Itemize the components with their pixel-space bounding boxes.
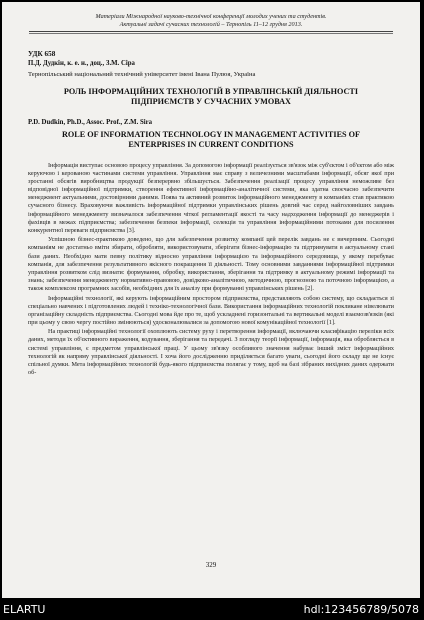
header-rule-thin: [29, 33, 393, 34]
repository-name: ELARTU: [3, 603, 46, 616]
title-ua: РОЛЬ ІНФОРМАЦІЙНИХ ТЕХНОЛОГІЙ В УПРАВЛІНСЬКІЙ ДІЯЛЬНОСТІ ПІДПРИЄМСТВ У СУЧАСНИХ УМОВАХ: [63, 87, 359, 106]
handle-id[interactable]: hdl:123456789/5078: [303, 603, 419, 616]
authors-ua: П.Д. Дудкін, к. е. н., доц., З.М. Сіра: [28, 60, 135, 67]
document-page: [2, 2, 420, 598]
header-rule: [29, 31, 393, 32]
conference-header: [2, 13, 420, 29]
paragraph: Успішною бізнес-практикою доведено, що для забезпечення розвитку компанії цей перелік завдань не є вичерпним. Сьогодні компаніям не достатньо вміти збирати, обробляти, використовувати, зберігати бізнес-інформацію та підтримувати в актуальному стані бази даних. Необхідно мати певну політику відносно управління інформацією та інформаційного середовища, у якому перебуває компанія, для забезпечення результативного якісного покращення її діяльності. Тому основними завданнями інформаційної підтримки управління розвитком слід визнати: формування, обробку, використання, зберігання та підтримку в актуальному режимі інформації та знань; забезпечення менеджменту нормативно-правовою, довідково-аналітичною, методичною, прогнозною та поточною інформацією, а також комплексом програмних засобів, необхідних для їх аналізу при формуванні управлінських рішень [2].: [28, 236, 394, 292]
paragraph: Інформаційні технології, які керують інформаційним простором підприємства, представляють собою систему, що складається зі спеціально навчених і підготовлених людей і техніко-технологічної бази. Використання інформаційних технологій покликане нівелювати організаційну складність підприємства. Сьогодні мова йде про те, щоб ускладнені горизонтальні та вертикальні моделі взаємозв'язків (які при цьому у свою чергу постійно змінюються) удосконалювалися за допомогою нової комунікаційної технології [1].: [28, 294, 394, 326]
page-number: 329: [205, 561, 217, 569]
header-line-2: Актуальні задачі сучасних технологій – Тернопіль 11–12 грудня 2013.: [119, 21, 303, 28]
article-body: [28, 162, 394, 378]
footer-bar: [0, 600, 424, 620]
udk-code: УДК 658: [28, 50, 56, 58]
paragraph: Інформація виступає основою процесу управління. За допомогою інформації реалізується зв'язок між суб'єктом і об'єктом або між керуючою і керованою частинами системи управління. Управління має справу з величезними масштабами інформації, обсяг якої при зростанні обсягів виробництва продукції безперервно збільшується. Забезпечення реалізації процесу управління неможливе без відповідної інформаційної підтримки, створення ефективної інформаційно-аналітичної системи, яка здатна своєчасно забезпечити менеджмент актуальними, достовірними даними. Поява та активний розвиток інформаційного менеджменту в компаніях став практикою сучасного бізнесу. Враховуючи важливість інформаційної підтримки управлінських рішень довгий час серед найголовніших завдань інформаційного менеджменту визначалося забезпечення чіткої регламентації якості та часу надходження інформації до менеджерів і фахівців в межах підприємства; забезпечення безпеки інформації, селекція та управління інформаційними потоками для посилення конкурентної переваги підприємства [3].: [28, 162, 394, 234]
authors-en: P.D. Dudkin, Ph.D., Assoc. Prof., Z.M. Sira: [28, 119, 153, 126]
header-line-1: Матеріали Міжнародної науково-технічної конференції молодих учених та студентів.: [95, 13, 327, 20]
paragraph: На практиці інформаційні технології охоплюють систему руху і перетворення інформації, включаючи класифікацію переліки всіх даних, методи їх об'єктивного вираження, кодування, зберігання та передачі. З погляду теорії інформації, інформація, яка обробляється в системі управління, є предметом управлінської праці. У цьому зв'язку особливого значення набуває інший зміст інформаційних технологій як напряму управлінської діяльності. І хоча його дослідженню приділяється багато уваги, сьогодні його складу ще не існує спільної думки. Мета інформаційних технологій будь-якого підприємства полягає у тому, щоб на базі зібраних вихідних даних одержати об-: [28, 328, 394, 376]
title-en: ROLE OF INFORMATION TECHNOLOGY IN MANAGEMENT ACTIVITIES OF ENTERPRISES IN CURRENT CONDITIONS: [61, 130, 361, 149]
institution: Тернопільський національний технічний університет імені Івана Пулюя, Україна: [28, 71, 256, 78]
